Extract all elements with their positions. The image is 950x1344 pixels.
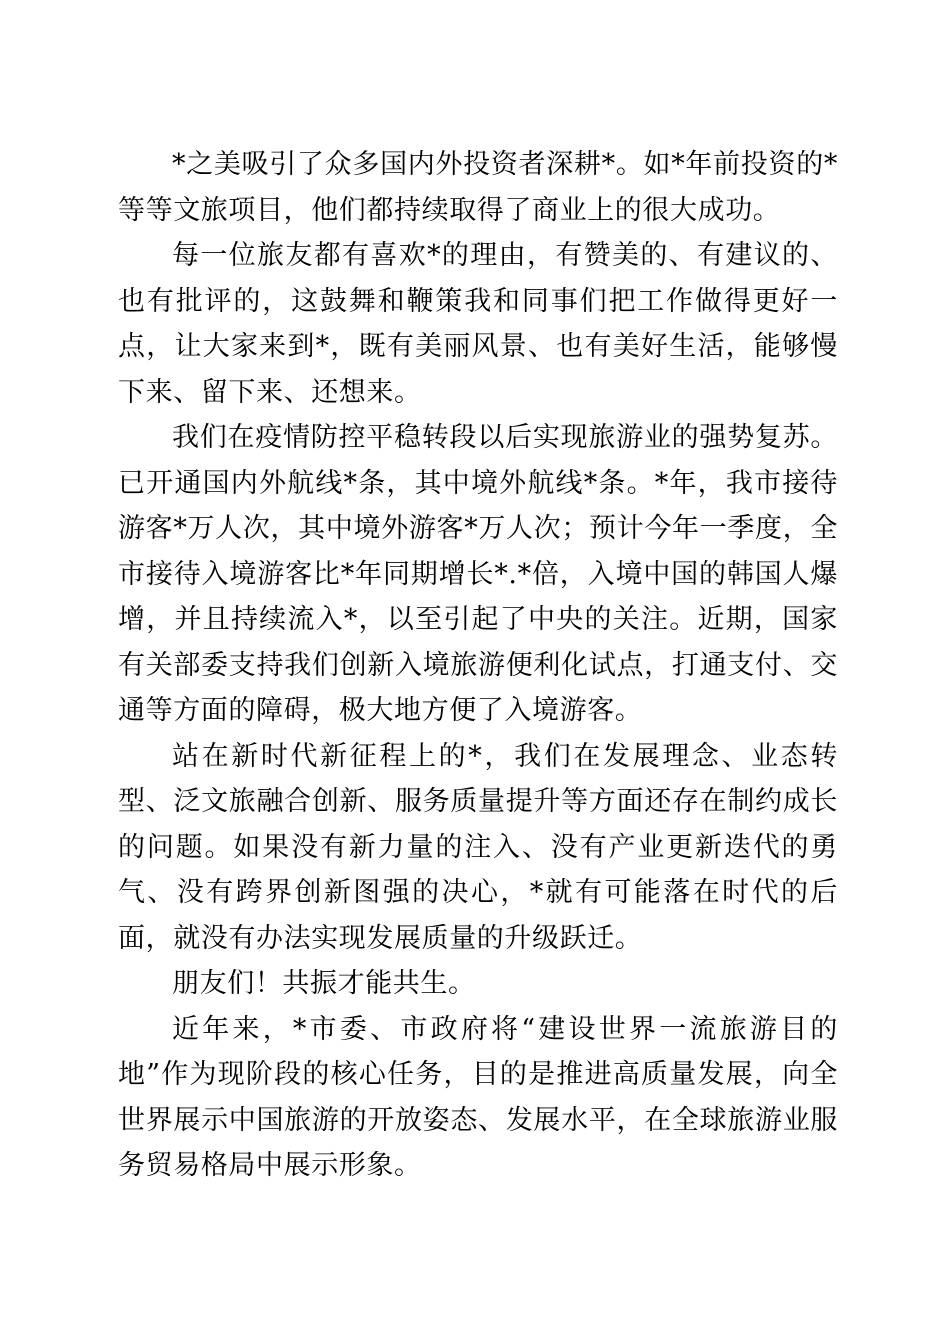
paragraph-resonance: 朋友们！共振才能共生。: [172, 968, 476, 999]
paragraph-investment: *之美吸引了众多国内外投资者深耕*。如*年前投资的*等等文旅项目，他们都持续取得了商业上的很大成功。: [118, 149, 838, 226]
paragraph-development-challenges: 站在新时代新征程上的*，我们在发展理念、业态转型、泛文旅融合创新、服务质量提升等方面还存在制约成长的问题。如果没有新力量的注入、没有产业更新迭代的勇气、没有跨界创新图强的决心，*就有可能落在时代的后面，就没有办法实现发展质量的升级跃迁。: [118, 740, 838, 954]
paragraph-core-mission: 近年来，*市委、市政府将“建设世界一流旅游目的地”作为现阶段的核心任务，目的是推进高质量发展，向全世界展示中国旅游的开放姿态、发展水平，在全球旅游业服务贸易格局中展示形象。: [118, 1013, 838, 1181]
paragraph-tourism-recovery: 我们在疫情防控平稳转段以后实现旅游业的强势复苏。已开通国内外航线*条，其中境外航线*条。*年，我市接待游客*万人次，其中境外游客*万人次；预计今年一季度，全市接待入境游客比*年同期增长*.*倍，入境中国的韩国人爆增，并且持续流入*，以至引起了中央的关注。近期，国家有关部委支持我们创新入境旅游便利化试点，打通支付、交通等方面的障碍，极大地方便了入境游客。: [118, 422, 838, 726]
paragraph-visitor-feedback: 每一位旅友都有喜欢*的理由，有赞美的、有建议的、也有批评的，这鼓舞和鞭策我和同事们把工作做得更好一点，让大家来到*，既有美丽风景、也有美好生活，能够慢下来、留下来、还想来。: [118, 240, 838, 408]
document-body: [118, 142, 838, 1189]
